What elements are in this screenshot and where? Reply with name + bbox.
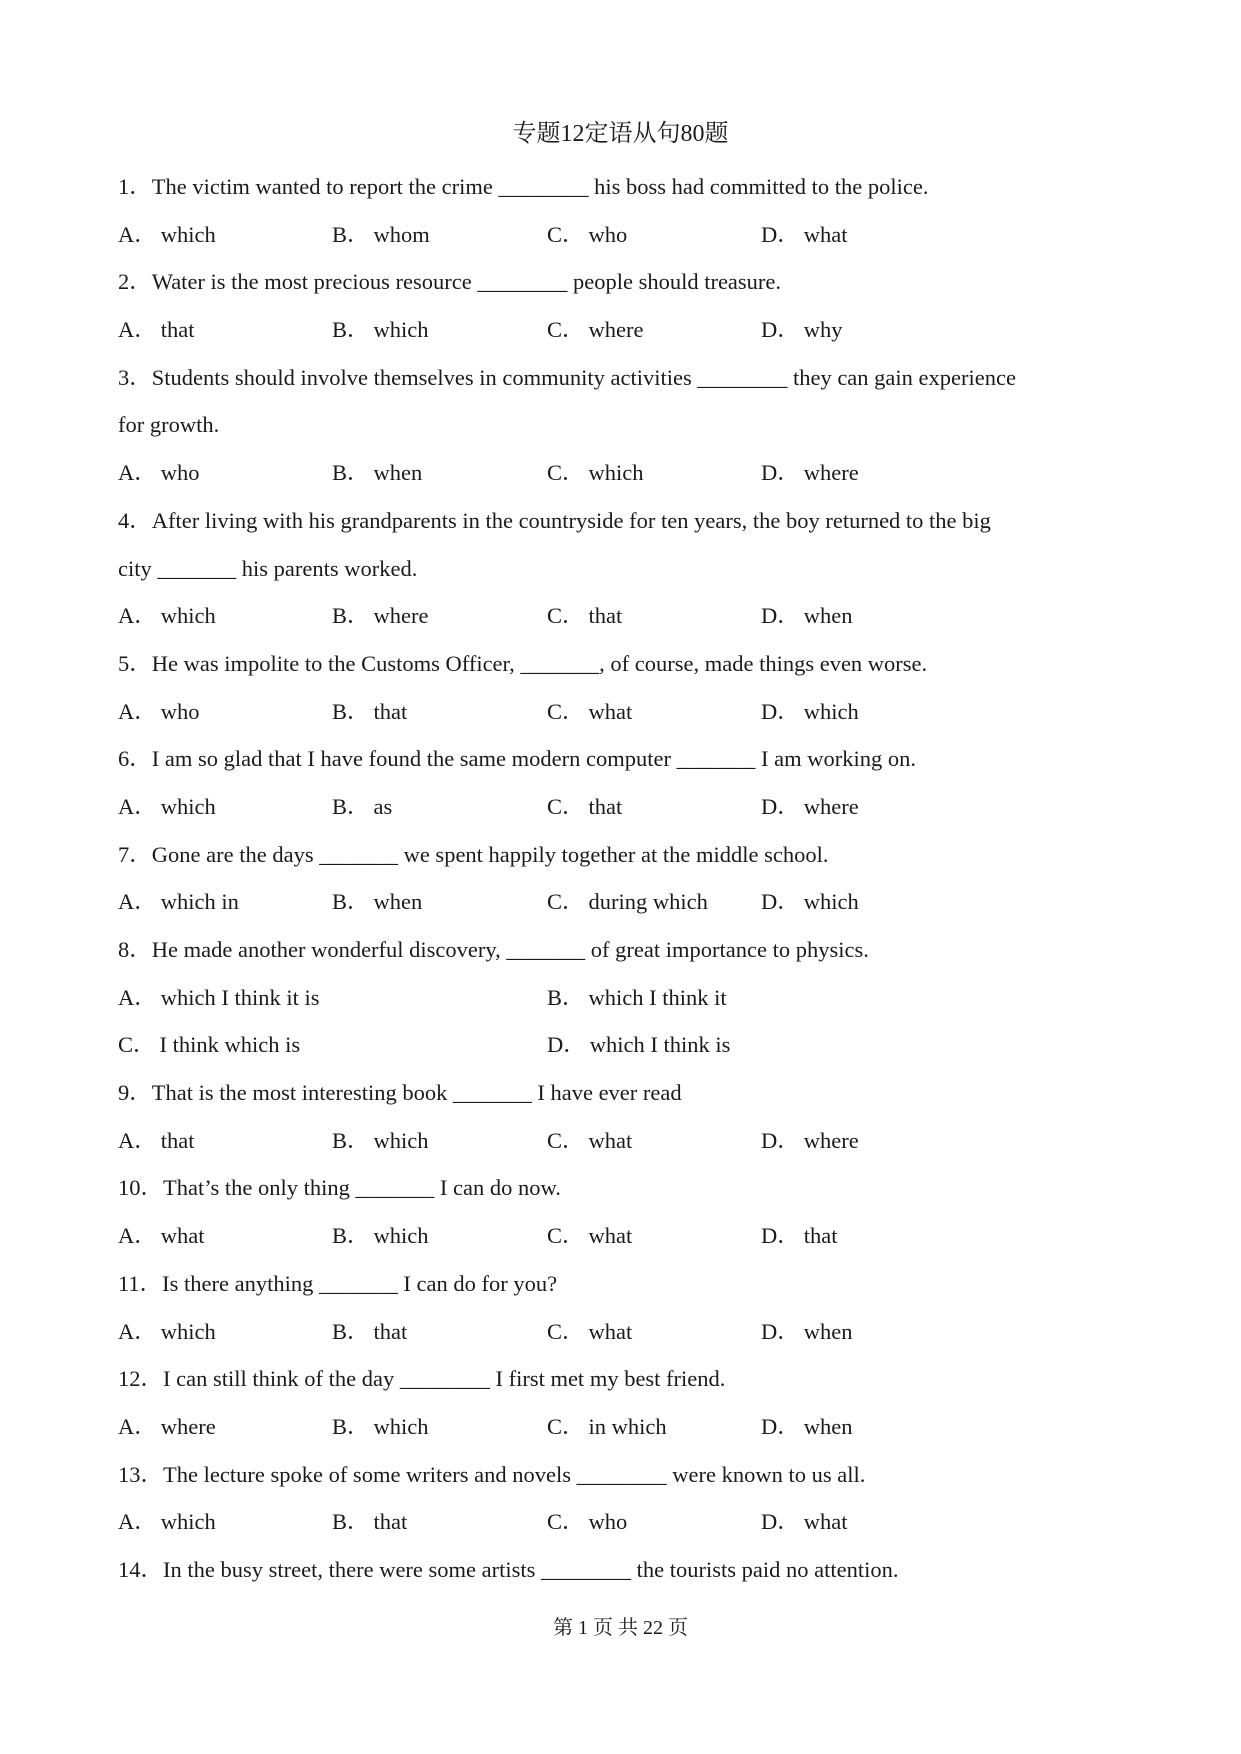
option-d: D． which (761, 889, 859, 915)
question-number: 3． (118, 364, 152, 390)
question-number: 2． (118, 269, 152, 295)
option-a: A． who (118, 460, 200, 486)
option-c: C． what (547, 698, 633, 724)
question-stem (118, 497, 1128, 545)
option-a: A． which I think it is (118, 984, 320, 1010)
question-list (118, 163, 1128, 1594)
option-d: D． which (761, 698, 859, 724)
option-d: D． where (761, 793, 859, 819)
question-stem-continued: city _______ his parents worked. (118, 555, 418, 581)
question-text: After living with his grandparents in the countryside for ten years, the boy returned to the big (151, 507, 991, 533)
option-row (118, 1308, 1128, 1356)
question-text: I can still think of the day ________ I first met my best friend. (163, 1366, 726, 1392)
option-d: D． where (761, 460, 859, 486)
option-row (118, 1403, 1128, 1451)
question-stem (118, 1546, 1128, 1594)
option-b: B． which (332, 1413, 429, 1439)
question-stem-continued: for growth. (118, 412, 220, 438)
option-a: A． which (118, 1318, 216, 1344)
option-a: A． who (118, 698, 200, 724)
question-text: The victim wanted to report the crime ________ his boss had committed to the police. (151, 174, 929, 199)
question-stem (118, 831, 1128, 879)
option-b: B． that (332, 1318, 408, 1344)
option-c: C． which (547, 460, 644, 486)
question-stem (118, 1260, 1128, 1308)
question-number: 13． (118, 1461, 164, 1487)
question-number: 14． (118, 1556, 164, 1582)
question-text: He was impolite to the Customs Officer, _______, of course, made things even worse. (151, 650, 928, 676)
question-text: That is the most interesting book _______ I have ever read (151, 1080, 682, 1106)
option-d: D． what (761, 221, 848, 247)
question-stem (118, 258, 1128, 306)
option-row (118, 211, 1128, 259)
question-stem (118, 640, 1128, 688)
question-stem (118, 1451, 1128, 1499)
option-a: A． which (118, 1509, 216, 1535)
option-a: A． which (118, 603, 216, 629)
option-row (118, 688, 1128, 736)
option-a: A． that (118, 317, 195, 343)
option-d: D． why (761, 317, 843, 343)
question-text: He made another wonderful discovery, _______ of great importance to physics. (151, 937, 869, 962)
question-text: The lecture spoke of some writers and novels ________ were known to us all. (163, 1461, 866, 1487)
option-b: B． when (332, 889, 423, 915)
question-number: 6． (118, 746, 152, 772)
option-c: C． that (547, 793, 623, 819)
question-number: 9． (118, 1080, 152, 1106)
question-text: That’s the only thing _______ I can do now. (163, 1175, 561, 1201)
option-c: C． who (547, 221, 628, 247)
option-b: B． which (332, 1127, 429, 1153)
option-row (118, 1498, 1128, 1546)
option-b: B． which (332, 317, 429, 343)
option-a: A． that (118, 1127, 195, 1153)
question-number: 7． (118, 841, 152, 867)
question-stem (118, 1069, 1128, 1117)
question-text: Students should involve themselves in community activities ________ they can gain experience (151, 364, 1016, 390)
option-a: A． where (118, 1413, 216, 1439)
option-d: D． what (761, 1509, 848, 1535)
option-c: C． who (547, 1509, 628, 1535)
question-number: 4． (118, 507, 152, 533)
option-b: B． where (332, 603, 429, 629)
question-number: 5． (118, 650, 152, 676)
question-number: 8． (118, 937, 152, 962)
option-d: D． when (761, 1318, 853, 1344)
page-footer: 第 1 页 共 22 页 (553, 1617, 688, 1639)
question-number: 1． (118, 174, 152, 199)
option-c: C． what (547, 1127, 633, 1153)
option-b: B． whom (332, 221, 430, 247)
question-text: In the busy street, there were some artists ________ the tourists paid no attention. (163, 1556, 899, 1582)
option-d: D． when (761, 1413, 853, 1439)
question-stem (118, 1355, 1128, 1403)
question-text: Gone are the days _______ we spent happily together at the middle school. (151, 841, 829, 867)
question-number: 12． (118, 1366, 164, 1392)
option-row (118, 1117, 1128, 1165)
question-text: I am so glad that I have found the same modern computer _______ I am working on. (151, 746, 916, 772)
option-c: C． what (547, 1223, 633, 1249)
option-b: B． that (332, 1509, 408, 1535)
question-stem (118, 163, 1128, 211)
option-row (118, 878, 1128, 926)
option-b: B． as (332, 793, 393, 819)
page-title: 专题12定语从句80题 (512, 121, 729, 147)
option-a: A． which in (118, 889, 239, 915)
option-d: D． which I think is (547, 1032, 731, 1058)
question-text: Is there anything _______ I can do for you? (162, 1270, 558, 1296)
option-a: A． which (118, 221, 216, 247)
question-number: 10． (118, 1175, 164, 1201)
option-d: D． when (761, 603, 853, 629)
option-row (118, 592, 1128, 640)
question-stem (118, 926, 1128, 974)
option-row (118, 1212, 1128, 1260)
option-d: D． where (761, 1127, 859, 1153)
option-b: B． that (332, 698, 408, 724)
question-number: 11． (118, 1270, 163, 1296)
option-row (118, 783, 1128, 831)
option-b: B． which (332, 1223, 429, 1249)
option-c: C． during which (547, 889, 708, 915)
option-row (118, 974, 1128, 1022)
option-a: A． what (118, 1223, 205, 1249)
option-c: C． in which (547, 1413, 667, 1439)
question-stem (118, 354, 1128, 402)
option-d: D． that (761, 1223, 838, 1249)
option-c: C． I think which is (118, 1032, 301, 1058)
option-row (118, 449, 1128, 497)
option-c: C． what (547, 1318, 633, 1344)
option-b: B． when (332, 460, 423, 486)
question-text: Water is the most precious resource ________ people should treasure. (151, 269, 782, 295)
option-b: B． which I think it (547, 984, 727, 1010)
option-row (118, 1021, 1128, 1069)
option-a: A． which (118, 793, 216, 819)
question-stem (118, 1164, 1128, 1212)
option-c: C． that (547, 603, 623, 629)
option-row (118, 306, 1128, 354)
option-c: C． where (547, 317, 644, 343)
question-stem (118, 735, 1128, 783)
